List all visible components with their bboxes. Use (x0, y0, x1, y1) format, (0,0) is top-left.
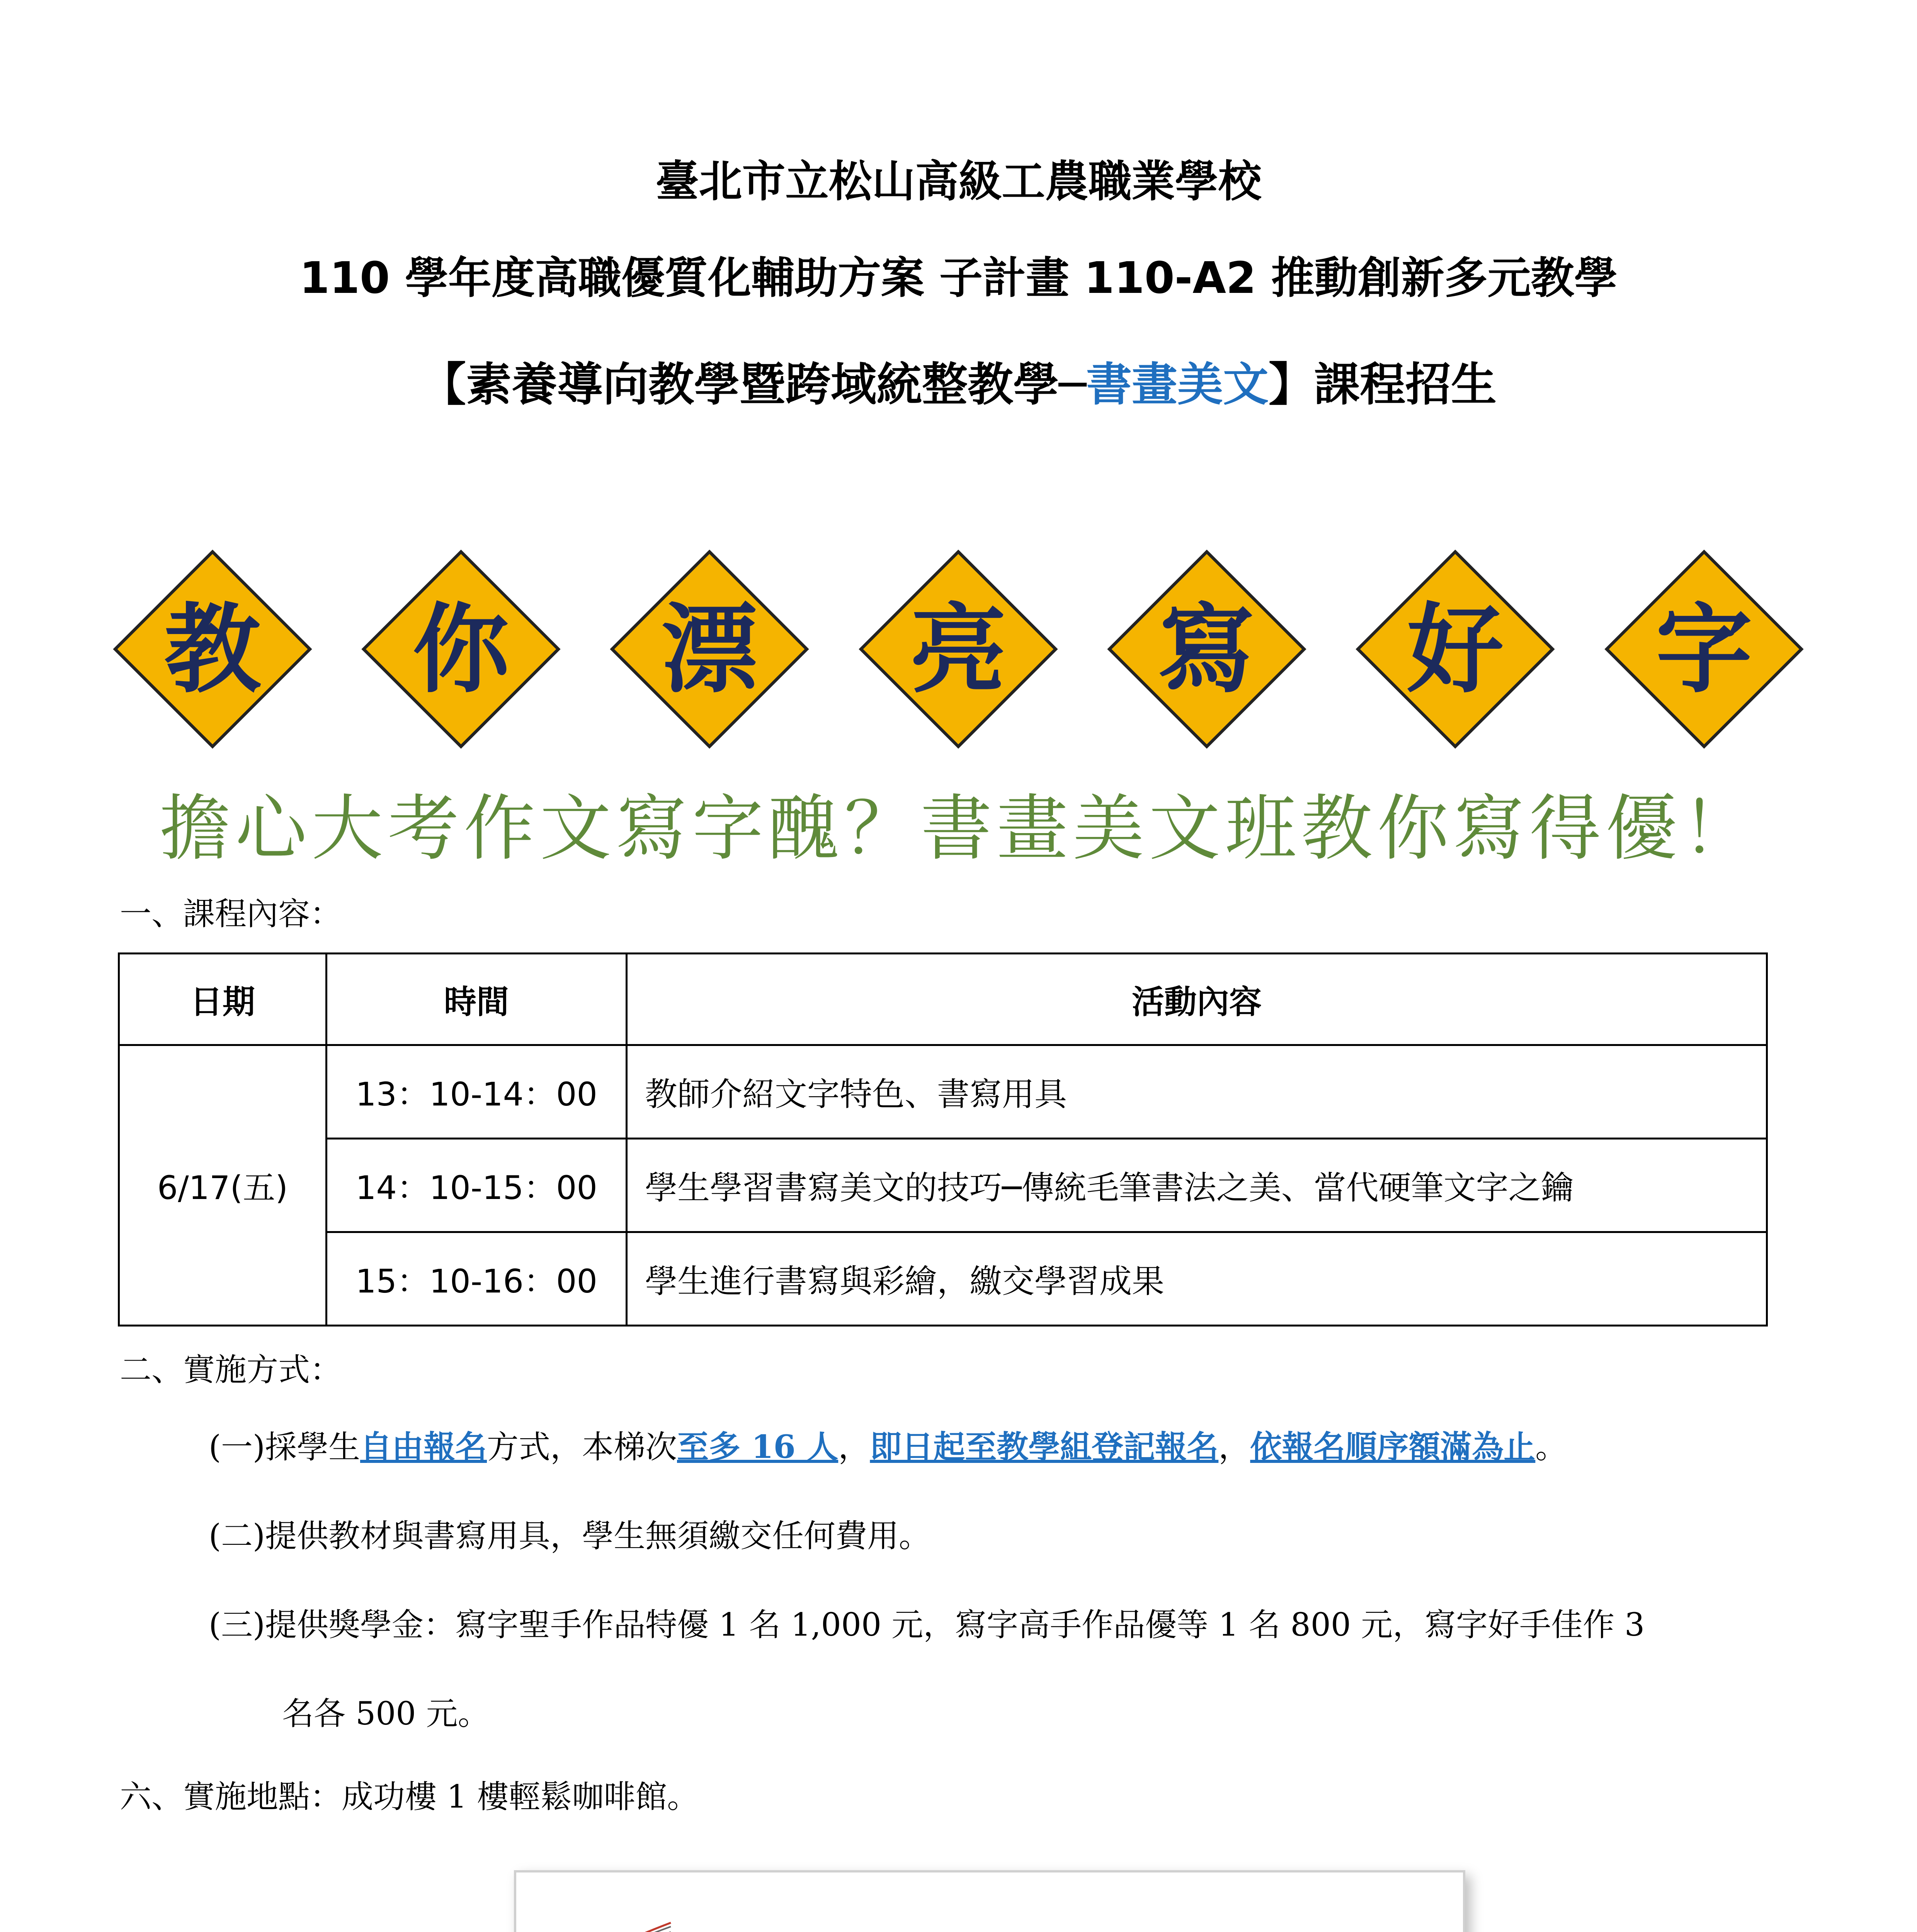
section-course-content-title: 一、課程內容： (120, 896, 342, 932)
implementation-item-3: (三)提供獎學金：寫字聖手作品特優 1 名 1,000 元，寫字高手作品優等 1 名 800 元，寫字好手佳作 3 (209, 1607, 1645, 1643)
banner-diamond (361, 549, 561, 750)
slogan: 擔心大考作文寫字醜？書畫美文班教你寫得優！ (159, 787, 1758, 870)
banner-char: 你 (413, 592, 509, 706)
banner-diamond (1106, 549, 1307, 750)
course-title-prefix: 【素養導向教學暨跨域統整教學─ (420, 357, 1086, 411)
header-time: 時間 (327, 954, 627, 1045)
item1-text: 方式，本梯次 (487, 1429, 677, 1466)
header-activity: 活動內容 (627, 954, 1767, 1045)
header-date: 日期 (119, 954, 327, 1045)
session-time: 14：10-15：00 (327, 1139, 627, 1232)
banner-diamond (112, 549, 313, 750)
banner-char: 好 (1407, 592, 1504, 706)
banner-diamond (609, 549, 810, 750)
item1-text: (一)採學生 (209, 1429, 360, 1466)
session-time: 15：10-16：00 (327, 1232, 627, 1326)
banner-char: 字 (1656, 592, 1752, 706)
course-title (0, 348, 1917, 413)
item1-highlight: 至多 16 人 (677, 1429, 839, 1466)
implementation-item-3-continued: 名各 500 元。 (282, 1696, 490, 1732)
section-location: 六、實施地點：成功樓 1 樓輕鬆咖啡館。 (120, 1779, 699, 1815)
item1-text: 。 (1535, 1429, 1567, 1466)
session-activity: 教師介紹文字特色、書寫用具 (627, 1045, 1767, 1139)
schedule-table (118, 952, 1768, 1327)
item1-highlight: 依報名順序額滿為止 (1250, 1429, 1536, 1466)
implementation-item-2: (二)提供教材與書寫用具，學生無須繳交任何費用。 (209, 1518, 930, 1554)
banner-diamonds (112, 549, 1805, 750)
banner-diamond (1604, 549, 1805, 750)
plan-title: 110 學年度高職優質化輔助方案 子計畫 110-A2 推動創新多元教學 (299, 253, 1618, 303)
section-implementation-title: 二、實施方式： (120, 1352, 342, 1388)
table-row (119, 1139, 1767, 1232)
banner-char: 寫 (1158, 592, 1255, 706)
item1-text: ， (1218, 1429, 1250, 1466)
table-row (119, 1045, 1767, 1139)
item1-highlight: 自由報名 (360, 1429, 487, 1466)
banner-char: 漂 (661, 592, 758, 706)
calligraphy-sample-image (514, 1870, 1465, 1932)
table-header-row (119, 954, 1767, 1045)
course-title-highlight: 書畫美文 (1086, 357, 1269, 411)
banner-diamond (858, 549, 1059, 750)
item1-highlight: 即日起至教學組登記報名 (870, 1429, 1219, 1466)
table-row (119, 1232, 1767, 1326)
banner-diamond (1355, 549, 1556, 750)
music-notes-icon (539, 1911, 679, 1932)
session-activity: 學生學習書寫美文的技巧─傳統毛筆書法之美、當代硬筆文字之鑰 (627, 1139, 1767, 1232)
session-activity: 學生進行書寫與彩繪，繳交學習成果 (627, 1232, 1767, 1326)
session-time: 13：10-14：00 (327, 1045, 627, 1139)
implementation-item-1 (209, 1422, 1567, 1467)
banner-char: 亮 (910, 592, 1007, 706)
banner-char: 教 (164, 592, 261, 706)
course-title-suffix: 】課程招生 (1269, 357, 1497, 411)
session-date: 6/17(五) (119, 1045, 327, 1326)
school-name: 臺北市立松山高級工農職業學校 (655, 156, 1262, 207)
item1-text: ， (838, 1429, 870, 1466)
